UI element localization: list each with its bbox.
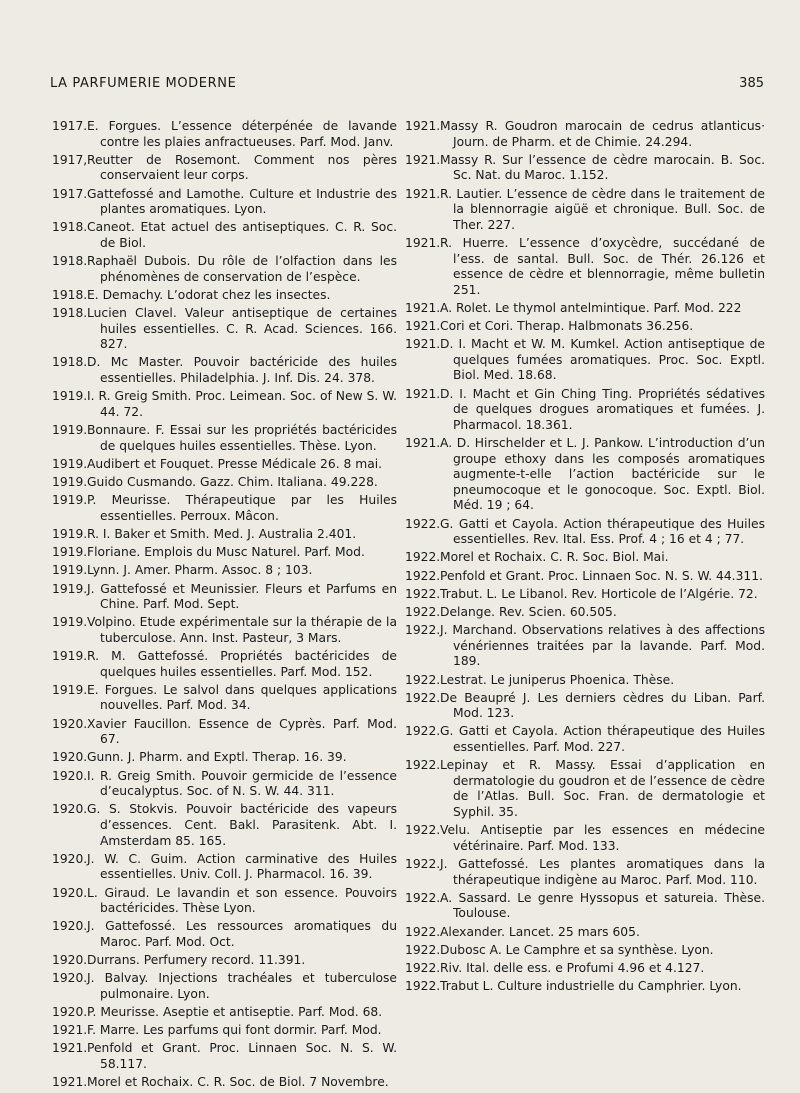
- bibliography-entry: [52, 527, 397, 543]
- bibliography-entry: [52, 1023, 397, 1039]
- entry-text: Lepinay et R. Massy. Essai d’application en dermatologie du goudron et de l’essence de cèdre de l’Atlas. Bull. Soc. Fran. de dermatologie et Syphil. 35.: [440, 758, 765, 820]
- entry-text: J. Marchand. Observations relatives à des affections vénériennes traitées par la lavande. Parf. Mod. 189.: [440, 623, 765, 669]
- bibliography-entry: [405, 691, 765, 722]
- entry-year: 1922.: [405, 516, 441, 531]
- entry-year: 1922.: [405, 690, 441, 705]
- entry-year: 1922.: [405, 623, 441, 638]
- entry-text: J. Gattefossé. Les ressources aromatiques du Maroc. Parf. Mod. Oct.: [87, 919, 397, 949]
- bibliography-entry: [52, 615, 397, 646]
- entry-year: 1920.: [52, 885, 88, 900]
- entry-text: Durrans. Perfumery record. 11.391.: [87, 953, 306, 968]
- bibliography-entry: [405, 724, 765, 755]
- entry-text: Penfold et Grant. Proc. Linnaen Soc. N. S. W. 58.117.: [87, 1041, 397, 1072]
- entry-text: Delange. Rev. Scien. 60.505.: [440, 604, 617, 619]
- entry-year: 1922.: [405, 724, 441, 739]
- entry-text: A. Sassard. Le genre Hyssopus et satureia. Thèse. Toulouse.: [440, 890, 765, 921]
- bibliography-entry: [52, 187, 397, 218]
- entry-year: 1920.: [52, 1005, 88, 1020]
- bibliography-entry: [405, 623, 765, 670]
- bibliography-entry: [52, 457, 397, 473]
- entry-year: 1921.: [405, 186, 441, 201]
- entry-text: P. Meurisse. Thérapeutique par les Huiles essentielles. Perroux. Mâcon.: [87, 493, 397, 523]
- entry-text: R. I. Baker et Smith. Med. J. Australia 2.401.: [87, 526, 357, 541]
- entry-text: Dubosc A. Le Camphre et sa synthèse. Lyon.: [440, 942, 714, 957]
- bibliography-entry: [405, 187, 765, 234]
- bibliography-entry: [52, 886, 397, 917]
- entry-text: L. Giraud. Le lavandin et son essence. Pouvoirs bactéricides. Thèse Lyon.: [87, 885, 397, 916]
- entry-year: 1921.: [52, 1075, 88, 1090]
- entry-year: 1922.: [405, 758, 441, 773]
- entry-text: Gattefossé and Lamothe. Culture et Industrie des plantes aromatiques. Lyon.: [87, 186, 397, 217]
- entry-text: P. Meurisse. Aseptie et antiseptie. Parf. Mod. 68.: [87, 1005, 383, 1020]
- bibliography-entry: [405, 961, 765, 977]
- entry-text: A. Rolet. Le thymol antelmintique. Parf. Mod. 222: [440, 300, 742, 315]
- entry-year: 1918.: [52, 220, 88, 235]
- bibliography-entry: [405, 153, 765, 184]
- entry-text: Gunn. J. Pharm. and Exptl. Therap. 16. 39.: [87, 750, 347, 765]
- bibliography-entry: [52, 1005, 397, 1021]
- entry-year: 1920.: [52, 768, 88, 783]
- entry-year: 1920.: [52, 851, 88, 866]
- entry-year: 1918.: [52, 355, 88, 370]
- entry-text: Trabut L. Culture industrielle du Camphrier. Lyon.: [440, 979, 742, 994]
- entry-year: 1922.: [405, 672, 441, 687]
- bibliography-entry: [52, 802, 397, 849]
- entry-text: J. Gattefossé. Les plantes aromatiques dans la thérapeutique indigène au Maroc. Parf. Mod. 110.: [440, 857, 765, 887]
- bibliography-entry: [52, 582, 397, 613]
- entry-text: I. R. Greig Smith. Pouvoir germicide de l’essence d’eucalyptus. Soc. of N. S. W. 44. 311.: [87, 768, 397, 799]
- entry-year: 1922.: [405, 942, 441, 957]
- entry-text: D. Mc Master. Pouvoir bactéricide des huiles essentielles. Philadelphia. J. Inf. Dis. 24. 378.: [87, 355, 397, 386]
- bibliography-entry: [405, 550, 765, 566]
- bibliography-entry: [405, 319, 765, 335]
- running-title: LA PARFUMERIE MODERNE: [50, 76, 237, 91]
- entry-text: G. Gatti et Cayola. Action thérapeutique des Huiles essentielles. Parf. Mod. 227.: [440, 724, 765, 755]
- bibliography-entry: [405, 337, 765, 384]
- entry-year: 1919.: [52, 423, 88, 438]
- bibliography-entry: [52, 953, 397, 969]
- bibliography-entry: [52, 288, 397, 304]
- bibliography-entry: [52, 306, 397, 353]
- entry-text: Caneot. Etat actuel des antiseptiques. C. R. Soc. de Biol.: [87, 220, 397, 250]
- entry-text: Volpino. Etude expérimentale sur la thérapie de la tuberculose. Ann. Inst. Pasteur, 3 Mars.: [87, 615, 397, 645]
- entry-text: Massy R. Sur l’essence de cèdre marocain. B. Soc. Sc. Nat. du Maroc. 1.152.: [440, 152, 765, 183]
- entry-text: De Beaupré J. Les derniers cèdres du Liban. Parf. Mod. 123.: [440, 690, 765, 721]
- entry-year: 1920.: [52, 971, 88, 986]
- bibliography-entry: [52, 750, 397, 766]
- entry-text: Bonnaure. F. Essai sur les propriétés bactéricides de quelques huiles essentielles. Thèse. Lyon.: [87, 423, 397, 453]
- entry-text: J. Gattefossé et Meunissier. Fleurs et Parfums en Chine. Parf. Mod. Sept.: [87, 581, 397, 612]
- entry-text: D. I. Macht et Gin Ching Ting. Propriétés sédatives de quelques drogues aromatiques et fumées. J. Pharmacol. 18.361.: [440, 386, 765, 432]
- bibliography-entry: [52, 563, 397, 579]
- bibliography-entry: [405, 857, 765, 888]
- entry-year: 1922.: [405, 960, 441, 975]
- page-header: [50, 76, 764, 96]
- bibliography-entry: [52, 769, 397, 800]
- bibliography-entry: [52, 545, 397, 561]
- entry-text: G. Gatti et Cayola. Action thérapeutique des Huiles essentielles. Rev. Ital. Ess. Prof. 4 ; 16 et 4 ; 77.: [440, 516, 765, 547]
- bibliography-entry: [52, 153, 397, 184]
- entry-text: E. Forgues. L’essence déterpénée de lavande contre les plaies anfractueuses. Parf. Mod. Janv.: [87, 119, 397, 149]
- entry-text: D. I. Macht et W. M. Kumkel. Action antiseptique de quelques fumées aromatiques. Proc. Soc. Exptl. Biol. Med. 18.68.: [440, 337, 765, 383]
- entry-year: 1919.: [52, 581, 88, 596]
- entry-text: J. Balvay. Injections trachéales et tuberculose pulmonaire. Lyon.: [87, 971, 397, 1001]
- bibliography-entry: [52, 355, 397, 386]
- entry-year: 1921.: [405, 119, 441, 133]
- bibliography-entry: [405, 925, 765, 941]
- entry-year: 1921.: [405, 235, 441, 250]
- entry-text: R. Huerre. L’essence d’oxycèdre, succédané de l’ess. de santal. Bull. Soc. de Thér. 26.126 et essence de cèdre et blennorragie, même bulletin 251.: [440, 235, 765, 297]
- entry-text: I. R. Greig Smith. Proc. Leimean. Soc. of New S. W. 44. 72.: [87, 389, 397, 419]
- entry-text: G. S. Stokvis. Pouvoir bactéricide des vapeurs d’essences. Cent. Bakl. Parasitenk. Abt. I. Amsterdam 85. 165.: [87, 802, 397, 848]
- entry-year: 1921.: [52, 1023, 88, 1038]
- bibliography-entry: [52, 493, 397, 524]
- entry-year: 1920.: [52, 953, 88, 968]
- bibliography-entry: [405, 517, 765, 548]
- entry-year: 1920.: [52, 750, 88, 765]
- bibliography-entry: [52, 717, 397, 748]
- entry-year: 1917.: [52, 119, 88, 133]
- bibliography-entry: [405, 673, 765, 689]
- entry-year: 1919.: [52, 526, 88, 541]
- entry-text: Lestrat. Le juniperus Phoenica. Thèse.: [440, 672, 675, 687]
- entry-text: Penfold et Grant. Proc. Linnaen Soc. N. S. W. 44.311.: [440, 568, 763, 583]
- entry-text: Reutter de Rosemont. Comment nos pères conservaient leur corps.: [87, 152, 397, 183]
- entry-year: 1919.: [52, 649, 88, 664]
- bibliography-entry: [52, 919, 397, 950]
- entry-text: Audibert et Fouquet. Presse Médicale 26. 8 mai.: [87, 456, 383, 471]
- entry-year: 1918.: [52, 306, 88, 321]
- entry-text: Alexander. Lancet. 25 mars 605.: [440, 924, 640, 939]
- bibliography-entry: [405, 979, 765, 995]
- entry-text: R. M. Gattefossé. Propriétés bactéricides de quelques huiles essentielles. Parf. Mod. 152.: [87, 649, 397, 679]
- bibliography-entry: [52, 971, 397, 1002]
- bibliography-entry: [405, 569, 765, 585]
- bibliography-entry: [52, 475, 397, 491]
- bibliography-entry: [52, 852, 397, 883]
- page-number: 385: [739, 76, 764, 91]
- entry-year: 1920.: [52, 802, 88, 817]
- entry-year: 1922.: [405, 979, 441, 994]
- entry-year: 1921.: [405, 337, 441, 352]
- entry-year: 1919.: [52, 493, 88, 508]
- entry-year: 1921.: [405, 152, 441, 167]
- bibliography-entry: [405, 823, 765, 854]
- bibliography-entry: [405, 587, 765, 603]
- bibliography-column-right: [405, 119, 765, 997]
- entry-year: 1919.: [52, 563, 88, 578]
- entry-year: 1919.: [52, 389, 88, 404]
- entry-year: 1922.: [405, 890, 441, 905]
- entry-text: Morel et Rochaix. C. R. Soc. de Biol. 7 Novembre.: [87, 1075, 389, 1090]
- entry-text: J. W. C. Guim. Action carminative des Huiles essentielles. Univ. Coll. J. Pharmacol. 16. 39.: [87, 851, 397, 882]
- entry-text: E. Forgues. Le salvol dans quelques applications nouvelles. Parf. Mod. 34.: [87, 682, 397, 713]
- entry-text: Lucien Clavel. Valeur antiseptique de certaines huiles essentielles. C. R. Acad. Sciences. 166. 827.: [87, 306, 397, 352]
- entry-year: 1922.: [405, 568, 441, 583]
- bibliography-entry: [52, 683, 397, 714]
- bibliography-entry: [52, 649, 397, 680]
- bibliography-column-left: [52, 119, 397, 1093]
- bibliography-entry: [405, 436, 765, 514]
- entry-year: 1921.: [405, 300, 441, 315]
- entry-year: 1919.: [52, 475, 88, 489]
- entry-year: 1918.: [52, 287, 88, 302]
- entry-text: Riv. Ital. delle ess. e Profumi 4.96 et 4.127.: [440, 960, 705, 975]
- bibliography-entry: [52, 220, 397, 251]
- entry-year: 1919.: [52, 682, 88, 697]
- entry-year: 1919.: [52, 456, 88, 471]
- entry-text: Trabut. L. Le Libanol. Rev. Horticole de l’Algérie. 72.: [440, 586, 758, 601]
- bibliography-entry: [52, 1075, 397, 1091]
- bibliography-entry: [405, 605, 765, 621]
- bibliography-entry: [52, 254, 397, 285]
- entry-year: 1919.: [52, 615, 88, 630]
- entry-year: 1921.: [405, 436, 441, 451]
- entry-year: 1922.: [405, 586, 441, 601]
- entry-text: R. Lautier. L’essence de cèdre dans le traitement de la blennorragie aigüë et chronique. Bull. Soc. de Ther. 227.: [440, 186, 765, 232]
- bibliography-entry: [52, 423, 397, 454]
- entry-text: Guido Cusmando. Gazz. Chim. Italiana. 49.228.: [87, 475, 378, 489]
- bibliography-entry: [405, 301, 765, 317]
- bibliography-entry: [405, 943, 765, 959]
- entry-text: Floriane. Emplois du Musc Naturel. Parf. Mod.: [87, 545, 365, 560]
- entry-year: 1921.: [405, 386, 441, 401]
- entry-year: 1922.: [405, 857, 441, 871]
- entry-year: 1917.: [52, 186, 88, 201]
- entry-text: Lynn. J. Amer. Pharm. Assoc. 8 ; 103.: [87, 563, 313, 578]
- entry-text: Velu. Antiseptie par les essences en médecine vétérinaire. Parf. Mod. 133.: [440, 823, 765, 853]
- bibliography-entry: [405, 387, 765, 434]
- entry-text: A. D. Hirschelder et L. J. Pankow. L’introduction d’un groupe ethoxy dans les composés aromatiques augmente-t-elle l’action bactéricide sur le pneumocoque et le gonocoque. Soc. Exptl. Biol. Méd. 19 ; 64.: [440, 436, 765, 513]
- bibliography-entry: [52, 389, 397, 420]
- entry-text: E. Demachy. L’odorat chez les insectes.: [87, 287, 331, 302]
- entry-year: 1922.: [405, 823, 441, 838]
- entry-text: Raphaël Dubois. Du rôle de l’olfaction dans les phénomènes de conservation de l’espèce.: [87, 254, 397, 284]
- entry-year: 1922.: [405, 604, 441, 619]
- entry-text: Morel et Rochaix. C. R. Soc. Biol. Mai.: [440, 550, 669, 565]
- entry-year: 1919.: [52, 545, 88, 560]
- bibliography-entry: [405, 119, 765, 150]
- bibliography-entry: [405, 236, 765, 298]
- entry-year: 1921.: [52, 1041, 88, 1056]
- bibliography-entry: [52, 1041, 397, 1072]
- entry-text: F. Marre. Les parfums qui font dormir. Parf. Mod.: [87, 1023, 382, 1038]
- entry-year: 1922.: [405, 924, 441, 939]
- entry-year: 1920.: [52, 919, 88, 934]
- bibliography-entry: [405, 891, 765, 922]
- entry-text: Massy R. Goudron marocain de cedrus atlanticus· Journ. de Pharm. et de Chimie. 24.294.: [440, 119, 765, 149]
- entry-text: Xavier Faucillon. Essence de Cyprès. Parf. Mod. 67.: [87, 716, 397, 747]
- entry-year: 1918.: [52, 254, 88, 269]
- entry-year: 1922.: [405, 550, 441, 565]
- entry-year: 1920.: [52, 716, 88, 731]
- bibliography-entry: [405, 758, 765, 820]
- entry-year: 1921.: [405, 319, 441, 334]
- entry-text: Cori et Cori. Therap. Halbmonats 36.256.: [440, 319, 694, 334]
- bibliography-entry: [52, 119, 397, 150]
- entry-year: 1917,: [52, 152, 88, 167]
